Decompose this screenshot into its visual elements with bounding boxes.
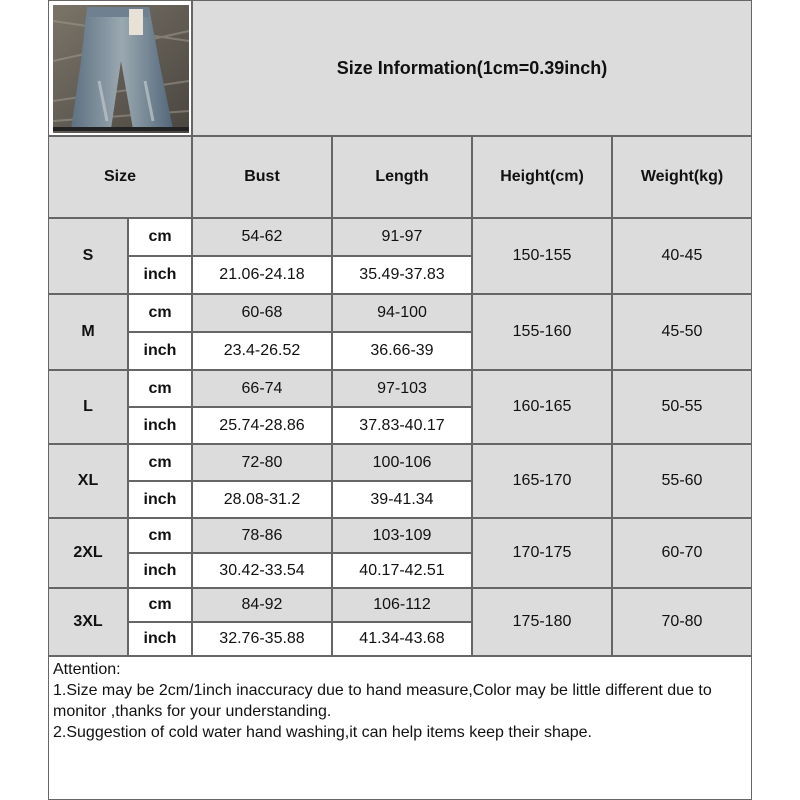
length-inch: 40.17-42.51 bbox=[332, 553, 472, 588]
size-label: 3XL bbox=[48, 588, 128, 656]
length-cm: 97-103 bbox=[332, 370, 472, 407]
height-range: 175-180 bbox=[472, 588, 612, 656]
length-cm: 94-100 bbox=[332, 294, 472, 332]
bust-inch: 21.06-24.18 bbox=[192, 256, 332, 294]
height-range: 150-155 bbox=[472, 218, 612, 294]
unit-cm: cm bbox=[128, 444, 192, 481]
bust-inch: 30.42-33.54 bbox=[192, 553, 332, 588]
weight-range: 40-45 bbox=[612, 218, 752, 294]
height-range: 160-165 bbox=[472, 370, 612, 444]
weight-range: 70-80 bbox=[612, 588, 752, 656]
length-inch: 41.34-43.68 bbox=[332, 622, 472, 656]
unit-inch: inch bbox=[128, 622, 192, 656]
length-inch: 39-41.34 bbox=[332, 481, 472, 518]
bust-cm: 60-68 bbox=[192, 294, 332, 332]
length-cm: 106-112 bbox=[332, 588, 472, 622]
header-weight: Weight(kg) bbox=[612, 136, 752, 218]
unit-cm: cm bbox=[128, 294, 192, 332]
length-inch: 37.83-40.17 bbox=[332, 407, 472, 444]
bust-inch: 28.08-31.2 bbox=[192, 481, 332, 518]
unit-inch: inch bbox=[128, 481, 192, 518]
size-label: M bbox=[48, 294, 128, 370]
length-inch: 36.66-39 bbox=[332, 332, 472, 370]
size-label: XL bbox=[48, 444, 128, 518]
attention-note-2: 2.Suggestion of cold water hand washing,it can help items keep their shape. bbox=[53, 724, 592, 741]
length-cm: 100-106 bbox=[332, 444, 472, 481]
height-range: 155-160 bbox=[472, 294, 612, 370]
weight-range: 55-60 bbox=[612, 444, 752, 518]
bust-cm: 54-62 bbox=[192, 218, 332, 256]
product-photo bbox=[48, 0, 192, 136]
bust-cm: 78-86 bbox=[192, 518, 332, 553]
attention-heading: Attention: bbox=[53, 661, 121, 678]
length-inch: 35.49-37.83 bbox=[332, 256, 472, 294]
size-chart bbox=[48, 0, 752, 800]
unit-inch: inch bbox=[128, 553, 192, 588]
header-size: Size bbox=[48, 136, 192, 218]
unit-cm: cm bbox=[128, 518, 192, 553]
bust-cm: 66-74 bbox=[192, 370, 332, 407]
unit-cm: cm bbox=[128, 588, 192, 622]
unit-cm: cm bbox=[128, 218, 192, 256]
unit-inch: inch bbox=[128, 407, 192, 444]
length-cm: 91-97 bbox=[332, 218, 472, 256]
height-range: 170-175 bbox=[472, 518, 612, 588]
bust-cm: 72-80 bbox=[192, 444, 332, 481]
attention-notes bbox=[48, 656, 752, 800]
bust-inch: 32.76-35.88 bbox=[192, 622, 332, 656]
jeans-photo-icon bbox=[49, 1, 192, 136]
chart-title-text: Size Information(1cm=0.39inch) bbox=[336, 57, 608, 78]
bust-inch: 23.4-26.52 bbox=[192, 332, 332, 370]
height-range: 165-170 bbox=[472, 444, 612, 518]
unit-inch: inch bbox=[128, 332, 192, 370]
weight-range: 50-55 bbox=[612, 370, 752, 444]
unit-cm: cm bbox=[128, 370, 192, 407]
header-height: Height(cm) bbox=[472, 136, 612, 218]
header-bust: Bust bbox=[192, 136, 332, 218]
unit-inch: inch bbox=[128, 256, 192, 294]
header-length: Length bbox=[332, 136, 472, 218]
size-label: S bbox=[48, 218, 128, 294]
weight-range: 60-70 bbox=[612, 518, 752, 588]
length-cm: 103-109 bbox=[332, 518, 472, 553]
weight-range: 45-50 bbox=[612, 294, 752, 370]
bust-cm: 84-92 bbox=[192, 588, 332, 622]
attention-note-1: 1.Size may be 2cm/1inch inaccuracy due to hand measure,Color may be little different due to monitor ,thanks for your understanding. bbox=[53, 682, 712, 720]
chart-title bbox=[192, 0, 752, 136]
size-label: 2XL bbox=[48, 518, 128, 588]
bust-inch: 25.74-28.86 bbox=[192, 407, 332, 444]
size-label: L bbox=[48, 370, 128, 444]
